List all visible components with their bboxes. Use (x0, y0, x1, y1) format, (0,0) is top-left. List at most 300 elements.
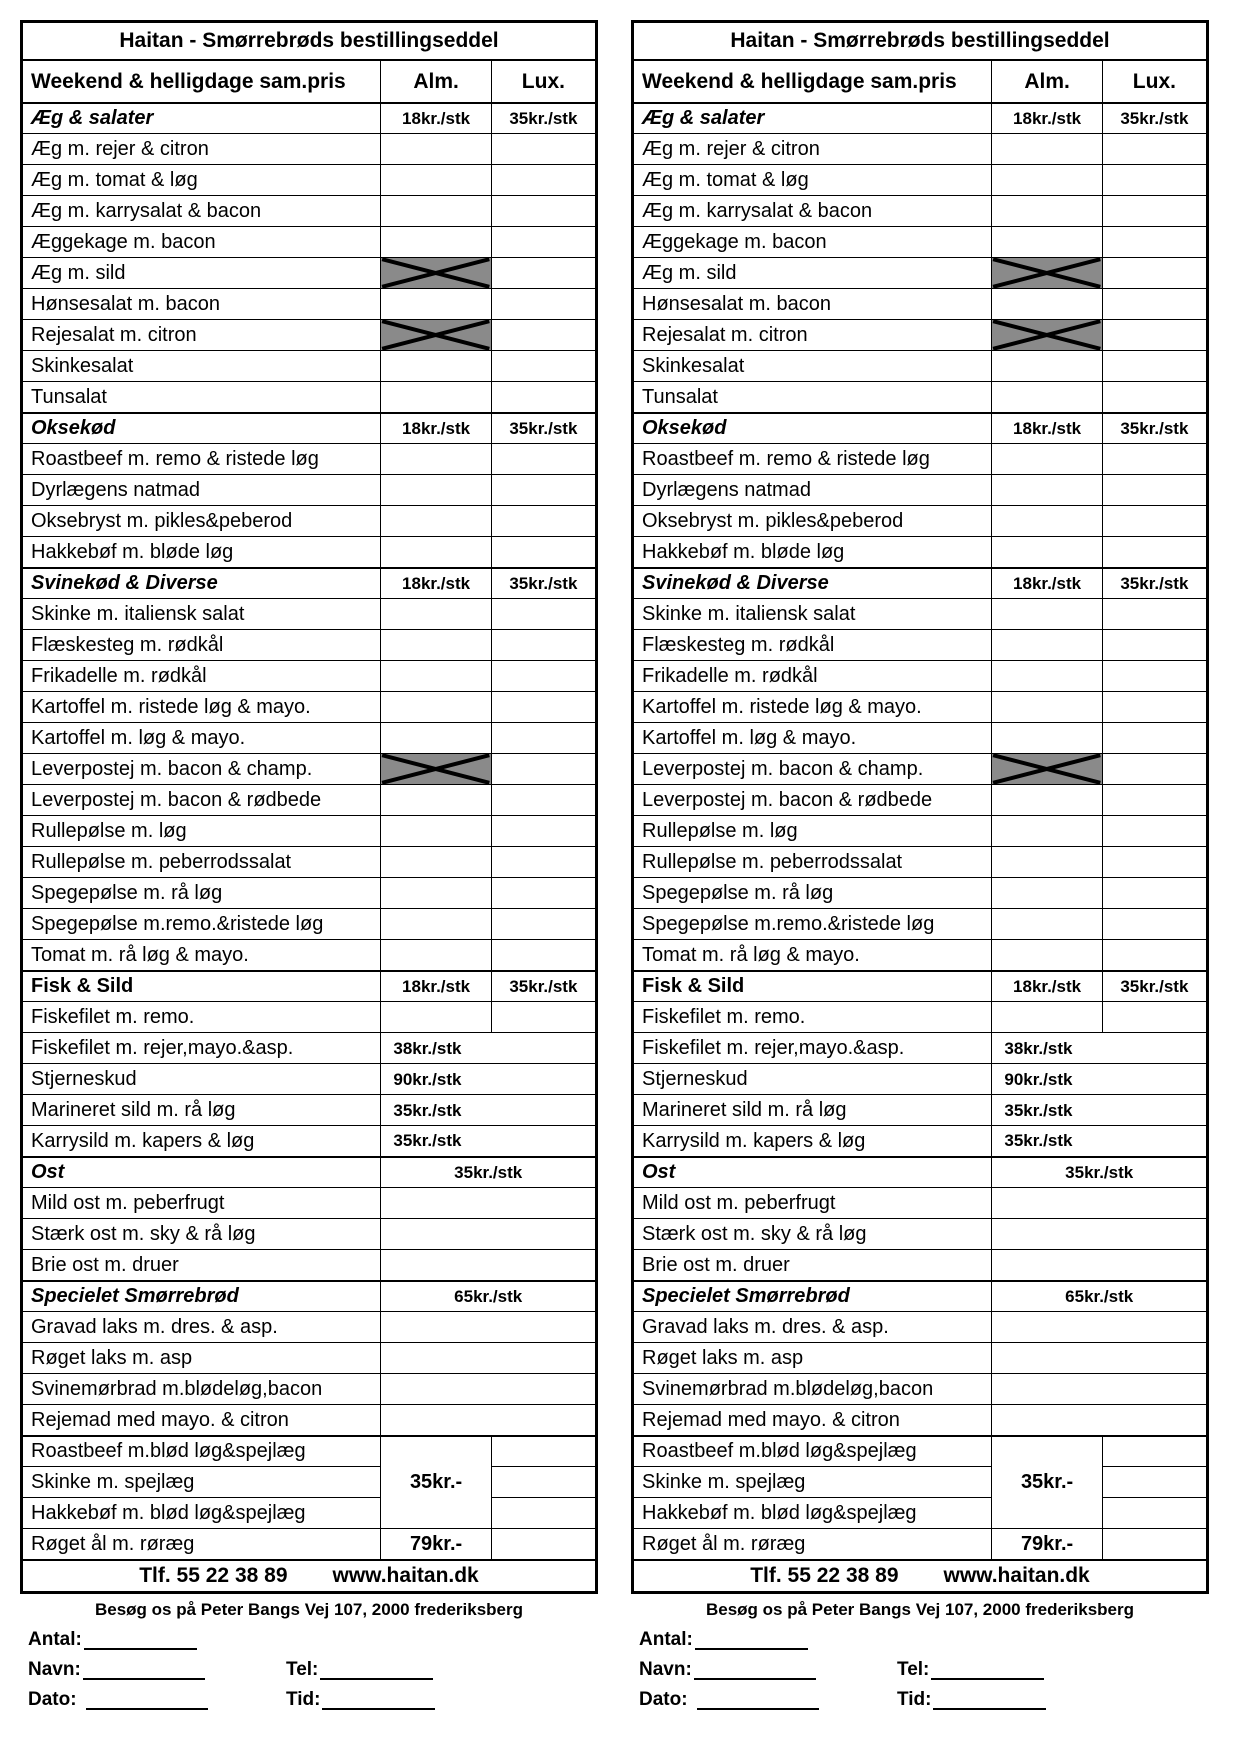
item-label: Æggekage m. bacon (633, 227, 992, 258)
section-price-alm: 18kr./stk (381, 568, 491, 599)
section-price-alm: 18kr./stk (992, 103, 1102, 134)
item-price-merged: 38kr./stk (992, 1033, 1208, 1064)
table-header-row (22, 60, 597, 103)
crossed-cell-alm (992, 320, 1102, 351)
item-label: Gravad laks m. dres. & asp. (633, 1312, 992, 1343)
order-cell-merged (992, 1343, 1208, 1374)
menu-row (22, 878, 597, 909)
menu-row (22, 444, 597, 475)
item-label: Røget ål m. røræg (22, 1529, 381, 1560)
section-label: Fisk & Sild (22, 971, 381, 1002)
item-label: Frikadelle m. rødkål (633, 661, 992, 692)
header-alm: Alm. (381, 60, 491, 103)
menu-row (22, 289, 597, 320)
crossed-out-icon (381, 320, 490, 350)
menu-row (633, 506, 1208, 537)
menu-row (633, 1374, 1208, 1405)
navn-field (694, 1672, 816, 1680)
order-cell-lux (491, 1467, 596, 1498)
menu-table (631, 20, 1209, 1594)
section-label: Oksekød (22, 413, 381, 444)
antal-field (84, 1642, 197, 1650)
antal-field (695, 1642, 808, 1650)
item-price-merged: 35kr./stk (381, 1126, 597, 1157)
item-label: Leverpostej m. bacon & rødbede (22, 785, 381, 816)
menu-row (22, 971, 597, 1002)
order-cell-alm (992, 382, 1102, 413)
item-label: Spegepølse m. rå løg (633, 878, 992, 909)
item-price-group: 35kr.- (381, 1436, 491, 1529)
item-price-merged: 90kr./stk (381, 1064, 597, 1095)
crossed-out-icon (381, 258, 490, 288)
section-label: Fisk & Sild (633, 971, 992, 1002)
order-cell-alm (381, 506, 491, 537)
website-link: www.haitan.dk (943, 1564, 1090, 1588)
item-price-alm: 79kr.- (381, 1529, 491, 1560)
menu-row (22, 1529, 597, 1560)
menu-row (633, 1343, 1208, 1374)
header-lux: Lux. (491, 60, 596, 103)
table-header-row (633, 60, 1208, 103)
item-label: Rullepølse m. peberrodssalat (22, 847, 381, 878)
item-price-merged: 38kr./stk (381, 1033, 597, 1064)
table-footer-row (633, 1560, 1208, 1593)
menu-row (633, 475, 1208, 506)
order-cell-lux (1102, 351, 1207, 382)
order-cell-lux (491, 692, 596, 723)
order-cell-alm (992, 444, 1102, 475)
section-price-lux: 35kr./stk (1102, 413, 1207, 444)
section-price-lux: 35kr./stk (491, 413, 596, 444)
order-cell-alm (381, 196, 491, 227)
order-cell-alm (381, 382, 491, 413)
order-cell-alm (381, 227, 491, 258)
menu-row (22, 134, 597, 165)
order-cell-alm (381, 444, 491, 475)
menu-row (633, 568, 1208, 599)
section-label: Svinekød & Diverse (22, 568, 381, 599)
order-cell-lux (491, 382, 596, 413)
menu-row (633, 1250, 1208, 1281)
order-form-copy-right (631, 20, 1209, 1719)
menu-row (633, 847, 1208, 878)
order-cell-lux (1102, 630, 1207, 661)
item-label: Rejesalat m. citron (22, 320, 381, 351)
item-label: Rejesalat m. citron (633, 320, 992, 351)
menu-row (633, 1219, 1208, 1250)
item-label: Oksebryst m. pikles&peberod (22, 506, 381, 537)
menu-row (22, 1436, 597, 1467)
order-cell-merged (381, 1405, 597, 1436)
item-label: Stjerneskud (22, 1064, 381, 1095)
order-cell-lux (491, 165, 596, 196)
item-label: Rejemad med mayo. & citron (633, 1405, 992, 1436)
tel-label: Tel: (897, 1659, 930, 1680)
order-cell-merged (381, 1374, 597, 1405)
crossed-cell-alm (381, 258, 491, 289)
order-cell-lux (1102, 1436, 1207, 1467)
item-price-alm: 79kr.- (992, 1529, 1102, 1560)
dato-field (697, 1702, 819, 1710)
order-cell-lux (1102, 475, 1207, 506)
order-cell-alm (992, 630, 1102, 661)
order-cell-merged (992, 1250, 1208, 1281)
item-label: Æg m. sild (633, 258, 992, 289)
address-line: Besøg os på Peter Bangs Vej 107, 2000 frederiksberg (94, 1600, 524, 1619)
order-cell-lux (1102, 661, 1207, 692)
item-label: Leverpostej m. bacon & champ. (633, 754, 992, 785)
order-cell-lux (491, 227, 596, 258)
order-cell-lux (491, 289, 596, 320)
menu-row (633, 1126, 1208, 1157)
menu-row (22, 1467, 597, 1498)
menu-row (633, 382, 1208, 413)
order-cell-lux (491, 785, 596, 816)
section-label: Æg & salater (633, 103, 992, 134)
order-cell-merged (992, 1188, 1208, 1219)
menu-row (22, 382, 597, 413)
order-cell-alm (992, 134, 1102, 165)
order-cell-lux (491, 444, 596, 475)
order-cell-merged (381, 1188, 597, 1219)
crossed-out-icon (992, 320, 1101, 350)
item-label: Æg m. tomat & løg (633, 165, 992, 196)
item-label: Stærk ost m. sky & rå løg (22, 1219, 381, 1250)
item-label: Æg m. rejer & citron (633, 134, 992, 165)
order-cell-lux (491, 661, 596, 692)
order-cell-lux (491, 599, 596, 630)
tid-field (933, 1702, 1046, 1710)
order-cell-lux (491, 630, 596, 661)
order-cell-lux (491, 258, 596, 289)
menu-row (22, 165, 597, 196)
order-cell-lux (491, 537, 596, 568)
item-label: Skinke m. italiensk salat (22, 599, 381, 630)
order-cell-alm (381, 630, 491, 661)
item-label: Skinkesalat (22, 351, 381, 382)
menu-row (22, 1405, 597, 1436)
item-label: Æggekage m. bacon (22, 227, 381, 258)
order-cell-alm (381, 909, 491, 940)
menu-row (22, 847, 597, 878)
menu-row (633, 1033, 1208, 1064)
order-cell-merged (992, 1312, 1208, 1343)
order-cell-lux (1102, 1529, 1207, 1560)
order-cell-lux (491, 847, 596, 878)
item-label: Fiskefilet m. rejer,mayo.&asp. (22, 1033, 381, 1064)
section-price-lux: 35kr./stk (1102, 568, 1207, 599)
menu-row (22, 1002, 597, 1033)
order-cell-lux (1102, 1467, 1207, 1498)
item-label: Rejemad med mayo. & citron (22, 1405, 381, 1436)
item-label: Hønsesalat m. bacon (22, 289, 381, 320)
menu-row (22, 506, 597, 537)
menu-row (633, 289, 1208, 320)
order-cell-alm (381, 165, 491, 196)
antal-label: Antal: (639, 1629, 693, 1650)
menu-row (633, 630, 1208, 661)
order-cell-merged (992, 1219, 1208, 1250)
order-cell-lux (1102, 599, 1207, 630)
menu-row (633, 1436, 1208, 1467)
item-label: Skinke m. spejlæg (22, 1467, 381, 1498)
order-cell-lux (1102, 1002, 1207, 1033)
item-label: Flæskesteg m. rødkål (633, 630, 992, 661)
form-row-navn-tel (639, 1659, 1209, 1689)
order-cell-alm (992, 847, 1102, 878)
order-cell-merged (381, 1312, 597, 1343)
item-label: Roastbeef m.blød løg&spejlæg (22, 1436, 381, 1467)
order-cell-lux (491, 320, 596, 351)
order-cell-alm (381, 537, 491, 568)
order-cell-alm (992, 289, 1102, 320)
menu-row (633, 103, 1208, 134)
section-price-alm: 18kr./stk (381, 103, 491, 134)
menu-row (22, 1033, 597, 1064)
order-cell-alm (992, 878, 1102, 909)
order-cell-alm (992, 1002, 1102, 1033)
menu-row (22, 1281, 597, 1312)
item-label: Karrysild m. kapers & løg (633, 1126, 992, 1157)
header-lux: Lux. (1102, 60, 1207, 103)
menu-row (22, 785, 597, 816)
order-cell-lux (491, 878, 596, 909)
order-cell-alm (992, 940, 1102, 971)
dato-label: Dato: (28, 1689, 77, 1710)
order-cell-alm (381, 723, 491, 754)
tel-field (931, 1672, 1044, 1680)
order-cell-alm (381, 847, 491, 878)
order-cell-lux (1102, 196, 1207, 227)
menu-table (20, 20, 598, 1594)
order-cell-alm (992, 227, 1102, 258)
item-price-merged: 35kr./stk (992, 1126, 1208, 1157)
menu-row (633, 692, 1208, 723)
item-label: Fiskefilet m. remo. (633, 1002, 992, 1033)
menu-row (22, 1250, 597, 1281)
section-price-alm: 18kr./stk (992, 568, 1102, 599)
menu-row (633, 537, 1208, 568)
menu-row (633, 1002, 1208, 1033)
item-price-group: 35kr.- (992, 1436, 1102, 1529)
item-label: Æg m. rejer & citron (22, 134, 381, 165)
crossed-out-icon (992, 258, 1101, 288)
item-label: Rullepølse m. løg (633, 816, 992, 847)
page-title: Haitan - Smørrebrøds bestillingseddel (22, 22, 597, 60)
item-label: Hakkebøf m. bløde løg (633, 537, 992, 568)
crossed-out-icon (992, 754, 1101, 784)
order-cell-lux (1102, 382, 1207, 413)
menu-row (633, 878, 1208, 909)
item-label: Hakkebøf m. blød løg&spejlæg (633, 1498, 992, 1529)
order-cell-alm (992, 196, 1102, 227)
order-cell-lux (491, 196, 596, 227)
item-label: Rullepølse m. løg (22, 816, 381, 847)
order-cell-lux (1102, 1498, 1207, 1529)
section-price-alm: 18kr./stk (992, 413, 1102, 444)
item-label: Skinkesalat (633, 351, 992, 382)
order-cell-alm (992, 599, 1102, 630)
section-price-merged: 65kr./stk (992, 1281, 1208, 1312)
order-cell-lux (491, 1529, 596, 1560)
menu-row (633, 599, 1208, 630)
item-label: Røget laks m. asp (633, 1343, 992, 1374)
item-label: Leverpostej m. bacon & rødbede (633, 785, 992, 816)
menu-row (22, 723, 597, 754)
order-cell-lux (1102, 537, 1207, 568)
menu-row (633, 165, 1208, 196)
order-cell-alm (381, 661, 491, 692)
item-label: Røget ål m. røræg (633, 1529, 992, 1560)
menu-row (22, 103, 597, 134)
item-label: Roastbeef m. remo & ristede løg (22, 444, 381, 475)
item-label: Skinke m. spejlæg (633, 1467, 992, 1498)
item-label: Dyrlægens natmad (633, 475, 992, 506)
header-main: Weekend & helligdage sam.pris (633, 60, 992, 103)
menu-row (633, 1095, 1208, 1126)
order-cell-alm (381, 1002, 491, 1033)
item-label: Brie ost m. druer (22, 1250, 381, 1281)
form-row-dato-tid (28, 1689, 598, 1719)
item-label: Rullepølse m. peberrodssalat (633, 847, 992, 878)
item-label: Frikadelle m. rødkål (22, 661, 381, 692)
item-label: Svinemørbrad m.blødeløg,bacon (633, 1374, 992, 1405)
item-label: Hakkebøf m. blød løg&spejlæg (22, 1498, 381, 1529)
navn-field (83, 1672, 205, 1680)
order-cell-alm (381, 940, 491, 971)
menu-row (22, 1219, 597, 1250)
order-cell-lux (1102, 258, 1207, 289)
tid-label: Tid: (897, 1689, 932, 1710)
tel-field (320, 1672, 433, 1680)
menu-row (22, 1374, 597, 1405)
menu-row (22, 599, 597, 630)
item-label: Gravad laks m. dres. & asp. (22, 1312, 381, 1343)
item-price-merged: 35kr./stk (992, 1095, 1208, 1126)
order-cell-lux (1102, 320, 1207, 351)
item-label: Fiskefilet m. rejer,mayo.&asp. (633, 1033, 992, 1064)
order-cell-lux (1102, 785, 1207, 816)
section-label: Specielet Smørrebrød (22, 1281, 381, 1312)
order-cell-merged (381, 1343, 597, 1374)
order-cell-alm (992, 692, 1102, 723)
order-cell-lux (1102, 909, 1207, 940)
item-label: Kartoffel m. ristede løg & mayo. (22, 692, 381, 723)
menu-row (22, 1188, 597, 1219)
menu-row (633, 940, 1208, 971)
section-label: Ost (22, 1157, 381, 1188)
header-main: Weekend & helligdage sam.pris (22, 60, 381, 103)
dato-field (86, 1702, 208, 1710)
order-cell-lux (1102, 506, 1207, 537)
item-label: Æg m. tomat & løg (22, 165, 381, 196)
order-cell-alm (381, 878, 491, 909)
order-cell-merged (381, 1250, 597, 1281)
item-label: Røget laks m. asp (22, 1343, 381, 1374)
menu-row (633, 754, 1208, 785)
menu-row (633, 816, 1208, 847)
order-cell-lux (491, 940, 596, 971)
order-cell-lux (491, 475, 596, 506)
menu-row (633, 1312, 1208, 1343)
menu-row (633, 1188, 1208, 1219)
menu-row (22, 816, 597, 847)
menu-row (633, 227, 1208, 258)
header-alm: Alm. (992, 60, 1102, 103)
item-label: Spegepølse m. rå løg (22, 878, 381, 909)
item-label: Marineret sild m. rå løg (633, 1095, 992, 1126)
section-price-lux: 35kr./stk (491, 971, 596, 1002)
crossed-out-icon (381, 754, 490, 784)
item-label: Tomat m. rå løg & mayo. (633, 940, 992, 971)
menu-row (633, 661, 1208, 692)
order-cell-lux (1102, 165, 1207, 196)
order-cell-alm (992, 165, 1102, 196)
menu-row (22, 661, 597, 692)
menu-rows (633, 103, 1208, 1560)
order-cell-alm (381, 599, 491, 630)
menu-row (22, 351, 597, 382)
order-cell-alm (381, 692, 491, 723)
menu-row (633, 1157, 1208, 1188)
item-label: Kartoffel m. ristede løg & mayo. (633, 692, 992, 723)
item-label: Kartoffel m. løg & mayo. (22, 723, 381, 754)
tel-label: Tel: (286, 1659, 319, 1680)
page-title: Haitan - Smørrebrøds bestillingseddel (633, 22, 1208, 60)
item-label: Flæskesteg m. rødkål (22, 630, 381, 661)
order-cell-lux (491, 816, 596, 847)
order-cell-lux (1102, 134, 1207, 165)
crossed-cell-alm (992, 754, 1102, 785)
order-cell-merged (992, 1405, 1208, 1436)
order-form-copy-left (20, 20, 598, 1719)
menu-row (633, 1281, 1208, 1312)
order-cell-lux (1102, 816, 1207, 847)
item-label: Tomat m. rå løg & mayo. (22, 940, 381, 971)
item-label: Mild ost m. peberfrugt (633, 1188, 992, 1219)
crossed-cell-alm (381, 754, 491, 785)
table-footer-row (22, 1560, 597, 1593)
menu-row (22, 909, 597, 940)
section-price-alm: 18kr./stk (381, 413, 491, 444)
website-link: www.haitan.dk (332, 1564, 479, 1588)
item-label: Kartoffel m. løg & mayo. (633, 723, 992, 754)
order-cell-lux (1102, 878, 1207, 909)
item-label: Fiskefilet m. remo. (22, 1002, 381, 1033)
order-cell-lux (491, 351, 596, 382)
menu-row (22, 940, 597, 971)
menu-row (22, 1343, 597, 1374)
menu-row (633, 971, 1208, 1002)
menu-row (633, 444, 1208, 475)
menu-row (22, 1126, 597, 1157)
crossed-cell-alm (992, 258, 1102, 289)
item-label: Hakkebøf m. bløde løg (22, 537, 381, 568)
item-label: Stjerneskud (633, 1064, 992, 1095)
tid-field (322, 1702, 435, 1710)
menu-row (22, 196, 597, 227)
item-label: Stærk ost m. sky & rå løg (633, 1219, 992, 1250)
section-price-lux: 35kr./stk (491, 103, 596, 134)
menu-row (633, 351, 1208, 382)
item-label: Æg m. sild (22, 258, 381, 289)
menu-row (633, 258, 1208, 289)
menu-row (22, 320, 597, 351)
menu-row (633, 909, 1208, 940)
order-cell-lux (1102, 289, 1207, 320)
form-row-antal (639, 1629, 1209, 1659)
section-price-lux: 35kr./stk (1102, 103, 1207, 134)
